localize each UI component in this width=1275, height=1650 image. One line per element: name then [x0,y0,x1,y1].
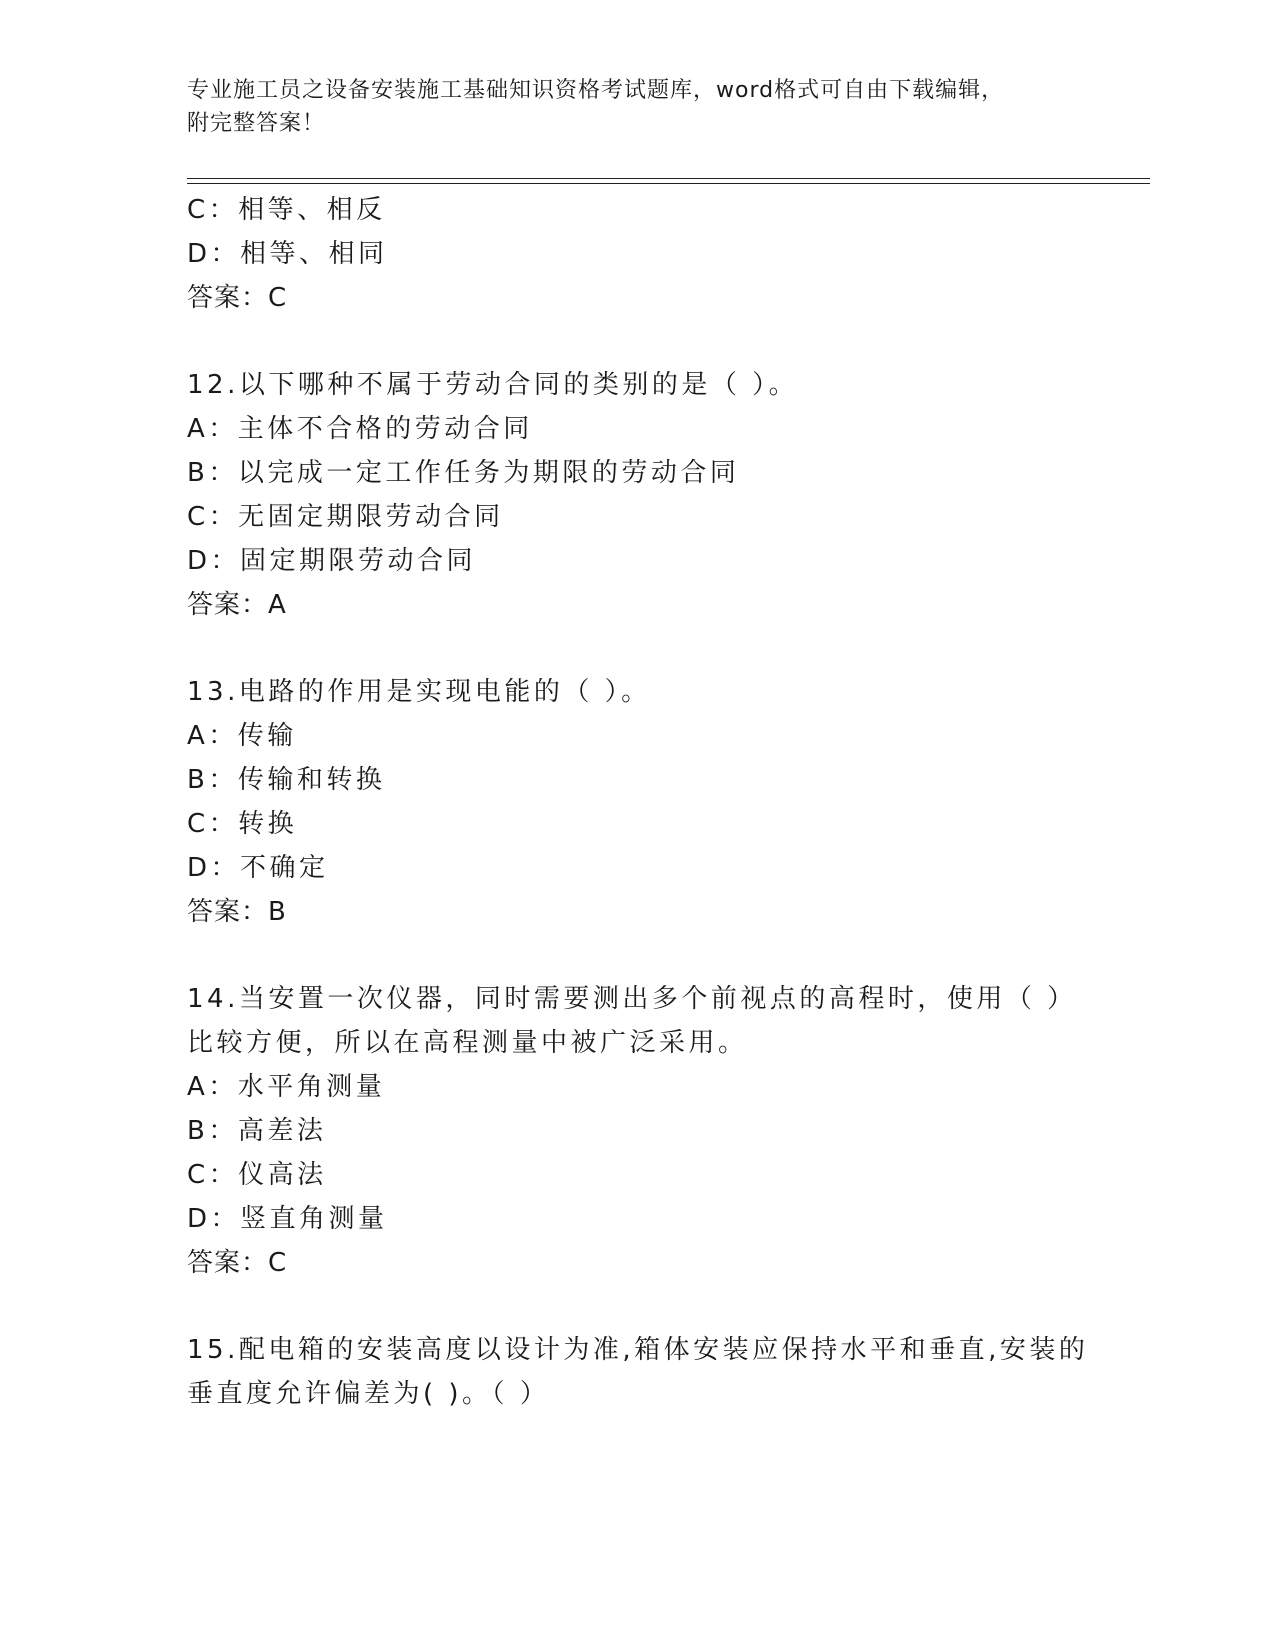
q14-answer: 答案：C [187,1248,288,1278]
q11-option-c: C：相等、相反 [187,195,386,225]
q13-stem: 13.电路的作用是实现电能的（ ）。 [187,677,651,707]
q14-option-b: B：高差法 [187,1116,327,1146]
q13-option-b: B：传输和转换 [187,765,386,795]
q12-option-b: B：以完成一定工作任务为期限的劳动合同 [187,458,740,488]
q15-stem-line-1: 15.配电箱的安装高度以设计为准,箱体安装应保持水平和垂直,安装的 [187,1335,1089,1365]
q13-answer: 答案：B [187,897,287,927]
q12-option-a: A：主体不合格的劳动合同 [187,414,533,444]
q15-stem-line-2: 垂直度允许偏差为( )。（ ） [187,1379,550,1409]
q11-answer: 答案：C [187,283,288,313]
q12-answer: 答案：A [187,590,287,620]
document-header [187,74,1067,140]
q13-option-a: A：传输 [187,721,297,751]
q14-option-c: C：仪高法 [187,1160,327,1190]
q12-option-d: D：固定期限劳动合同 [187,546,477,576]
q14-option-a: A：水平角测量 [187,1072,386,1102]
header-line-1: 专业施工员之设备安装施工基础知识资格考试题库，word格式可自由下载编辑， [187,78,1005,103]
header-divider-bottom [187,183,1150,184]
q11-option-d: D：相等、相同 [187,239,388,269]
q13-option-d: D：不确定 [187,853,329,883]
q14-stem-line-1: 14.当安置一次仪器，同时需要测出多个前视点的高程时，使用（ ） [187,984,1077,1014]
header-line-2: 附完整答案！ [187,111,326,136]
q14-stem-line-2: 比较方便，所以在高程测量中被广泛采用。 [187,1028,748,1058]
q14-option-d: D：竖直角测量 [187,1204,388,1234]
q12-stem: 12.以下哪种不属于劳动合同的类别的是（ ）。 [187,370,799,400]
q12-option-c: C：无固定期限劳动合同 [187,502,504,532]
q13-option-c: C：转换 [187,809,298,839]
header-divider-top [187,178,1150,179]
